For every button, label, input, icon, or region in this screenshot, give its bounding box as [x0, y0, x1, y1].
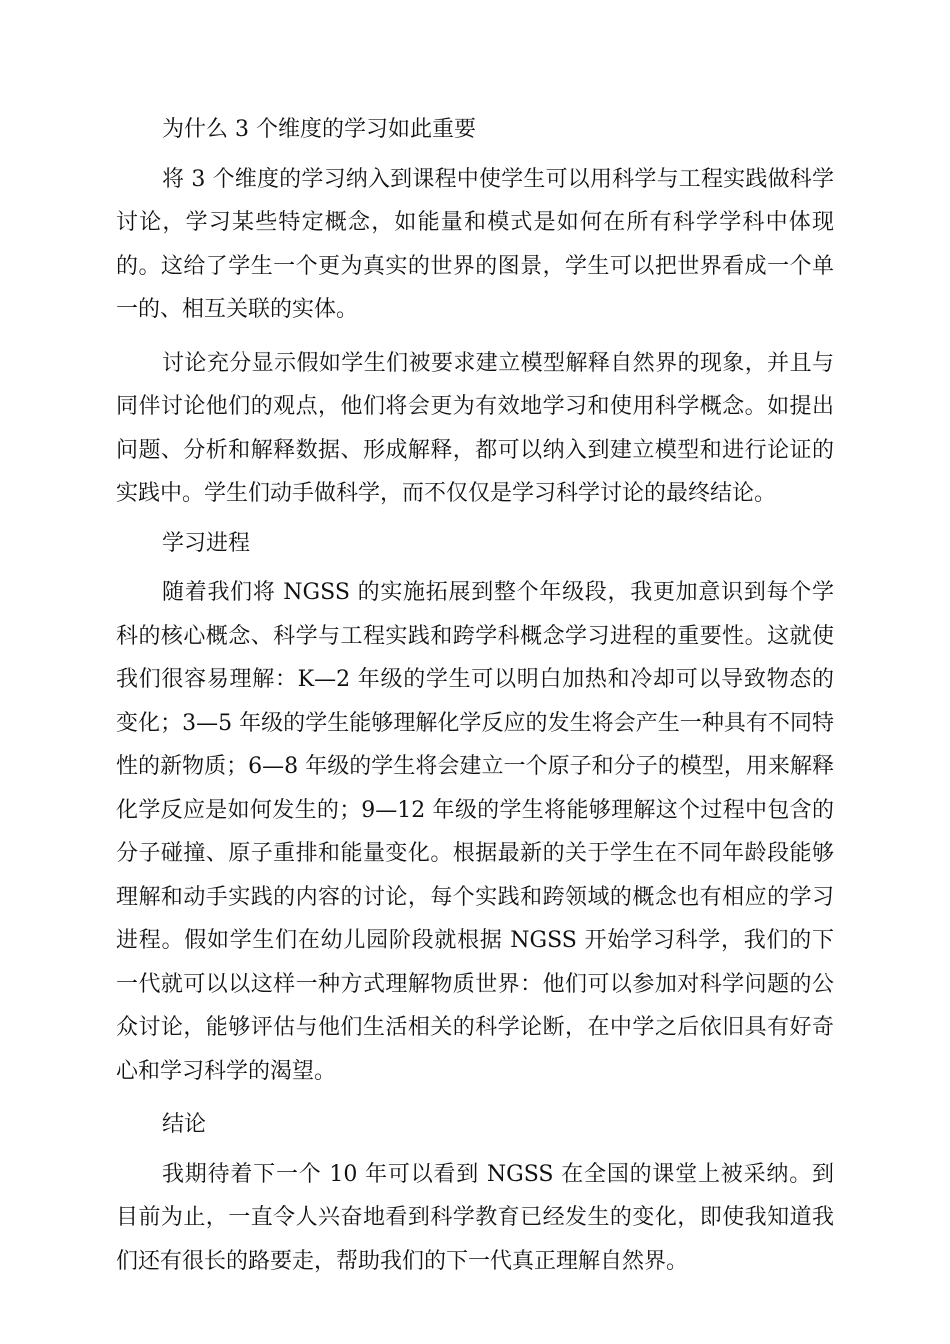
section-heading-conclusion: 结论: [162, 1112, 207, 1137]
paragraph-importance-1: 将 3 个维度的学习纳入到课程中使学生可以用科学与工程实践做科学讨论，学习某些特定概念，如能量和模式是如何在所有科学学科中体现的。这给了学生一个更为真实的世界的图景，学生可以把世界看成一个单一的、相互关联的实体。: [116, 166, 834, 322]
paragraph-importance-2: 讨论充分显示假如学生们被要求建立模型解释自然界的现象，并且与同伴讨论他们的观点，他们将会更为有效地学习和使用科学概念。如提出问题、分析和解释数据、形成解释，都可以纳入到建立模型和进行论证的实践中。学生们动手做科学，而不仅仅是学习科学讨论的最终结论。: [116, 350, 834, 506]
paragraph-progression: 随着我们将 NGSS 的实施拓展到整个年级段，我更加意识到每个学科的核心概念、科学与工程实践和跨学科概念学习进程的重要性。这就使我们很容易理解：K—2 年级的学生可以明白加热和冷却可以导致物态的变化；3—5 年级的学生能够理解化学反应的发生将会产生一种具有不同特性的新物质；6—8 年级的学生将会建立一个原子和分子的模型，用来解释化学反应是如何发生的；9—12 年级的学生将能够理解这个过程中包含的分子碰撞、原子重排和能量变化。根据最新的关于学生在不同年龄段能够理解和动手实践的内容的讨论，每个实践和跨领域的概念也有相应的学习进程。假如学生们在幼儿园阶段就根据 NGSS 开始学习科学，我们的下一代就可以以这样一种方式理解物质世界：他们可以参加对科学问题的公众讨论，能够评估与他们生活相关的科学论断，在中学之后依旧具有好奇心和学习科学的渴望。: [116, 580, 834, 1084]
section-heading-progression: 学习进程: [162, 530, 251, 556]
paragraph-conclusion: 我期待着下一个 10 年可以看到 NGSS 在全国的课堂上被采纳。到目前为止，一直令人兴奋地看到科学教育已经发生的变化，即使我知道我们还有很长的路要走，帮助我们的下一代真正理解自然界。: [116, 1161, 834, 1274]
section-heading-importance: 为什么 3 个维度的学习如此重要: [162, 117, 476, 142]
document-page: [116, 108, 834, 1283]
